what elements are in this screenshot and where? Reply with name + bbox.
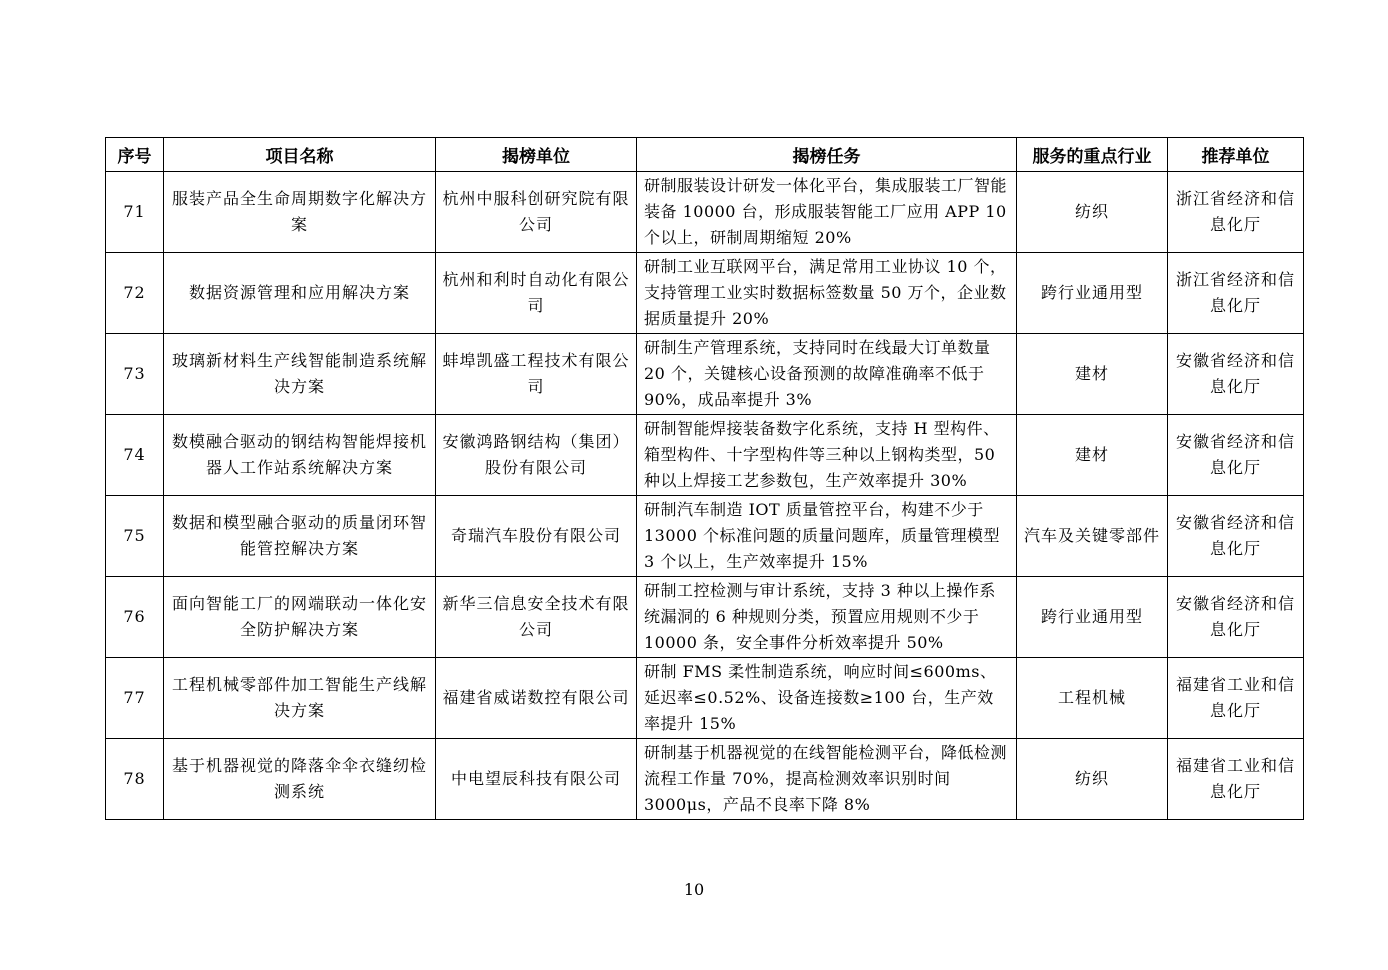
header-serial: 序号 [106, 138, 164, 172]
cell-project-name: 数据和模型融合驱动的质量闭环智能管控解决方案 [164, 496, 436, 577]
cell-industry: 跨行业通用型 [1017, 577, 1168, 658]
cell-winning-unit: 新华三信息安全技术有限公司 [436, 577, 637, 658]
cell-industry: 跨行业通用型 [1017, 253, 1168, 334]
cell-project-name: 基于机器视觉的降落伞伞衣缝纫检测系统 [164, 739, 436, 820]
cell-serial: 73 [106, 334, 164, 415]
cell-recommender: 安徽省经济和信息化厅 [1168, 334, 1304, 415]
cell-task: 研制生产管理系统，支持同时在线最大订单数量 20 个，关键核心设备预测的故障准确率不低于 90%，成品率提升 3% [637, 334, 1017, 415]
cell-task: 研制工业互联网平台，满足常用工业协议 10 个，支持管理工业实时数据标签数量 50 万个，企业数据质量提升 20% [637, 253, 1017, 334]
cell-task: 研制服装设计研发一体化平台，集成服装工厂智能装备 10000 台，形成服装智能工厂应用 APP 10 个以上，研制周期缩短 20% [637, 172, 1017, 253]
header-industry: 服务的重点行业 [1017, 138, 1168, 172]
cell-recommender: 安徽省经济和信息化厅 [1168, 496, 1304, 577]
cell-recommender: 安徽省经济和信息化厅 [1168, 577, 1304, 658]
cell-project-name: 玻璃新材料生产线智能制造系统解决方案 [164, 334, 436, 415]
cell-project-name: 数据资源管理和应用解决方案 [164, 253, 436, 334]
table-row [106, 496, 1304, 577]
table-row [106, 253, 1304, 334]
cell-industry: 纺织 [1017, 739, 1168, 820]
cell-serial: 76 [106, 577, 164, 658]
cell-task: 研制基于机器视觉的在线智能检测平台，降低检测流程工作量 70%，提高检测效率识别时间 3000μs，产品不良率下降 8% [637, 739, 1017, 820]
cell-winning-unit: 奇瑞汽车股份有限公司 [436, 496, 637, 577]
table-row [106, 658, 1304, 739]
cell-serial: 71 [106, 172, 164, 253]
cell-task: 研制 FMS 柔性制造系统，响应时间≤600ms、延迟率≤0.52%、设备连接数≥100 台，生产效率提升 15% [637, 658, 1017, 739]
cell-serial: 77 [106, 658, 164, 739]
header-winning-unit: 揭榜单位 [436, 138, 637, 172]
cell-project-name: 数模融合驱动的钢结构智能焊接机器人工作站系统解决方案 [164, 415, 436, 496]
cell-task: 研制智能焊接装备数字化系统，支持 H 型构件、箱型构件、十字型构件等三种以上钢构类型，50 种以上焊接工艺参数包，生产效率提升 30% [637, 415, 1017, 496]
cell-industry: 建材 [1017, 334, 1168, 415]
cell-project-name: 服装产品全生命周期数字化解决方案 [164, 172, 436, 253]
cell-task: 研制汽车制造 IOT 质量管控平台，构建不少于 13000 个标准问题的质量问题库，质量管理模型 3 个以上，生产效率提升 15% [637, 496, 1017, 577]
cell-winning-unit: 蚌埠凯盛工程技术有限公司 [436, 334, 637, 415]
cell-recommender: 福建省工业和信息化厅 [1168, 658, 1304, 739]
table-header-row [106, 138, 1304, 172]
cell-winning-unit: 福建省威诺数控有限公司 [436, 658, 637, 739]
cell-recommender: 浙江省经济和信息化厅 [1168, 253, 1304, 334]
cell-project-name: 面向智能工厂的网端联动一体化安全防护解决方案 [164, 577, 436, 658]
cell-recommender: 福建省工业和信息化厅 [1168, 739, 1304, 820]
cell-serial: 74 [106, 415, 164, 496]
table-row [106, 334, 1304, 415]
page-number: 10 [683, 880, 705, 899]
cell-industry: 建材 [1017, 415, 1168, 496]
cell-industry: 工程机械 [1017, 658, 1168, 739]
cell-project-name: 工程机械零部件加工智能生产线解决方案 [164, 658, 436, 739]
cell-winning-unit: 安徽鸿路钢结构（集团）股份有限公司 [436, 415, 637, 496]
cell-serial: 75 [106, 496, 164, 577]
cell-task: 研制工控检测与审计系统，支持 3 种以上操作系统漏洞的 6 种规则分类，预置应用规则不少于 10000 条，安全事件分析效率提升 50% [637, 577, 1017, 658]
cell-serial: 78 [106, 739, 164, 820]
header-recommender: 推荐单位 [1168, 138, 1304, 172]
header-project-name: 项目名称 [164, 138, 436, 172]
cell-serial: 72 [106, 253, 164, 334]
project-table [105, 137, 1304, 820]
cell-recommender: 浙江省经济和信息化厅 [1168, 172, 1304, 253]
cell-recommender: 安徽省经济和信息化厅 [1168, 415, 1304, 496]
table-row [106, 577, 1304, 658]
cell-winning-unit: 杭州和利时自动化有限公司 [436, 253, 637, 334]
table-row [106, 739, 1304, 820]
table-row [106, 415, 1304, 496]
table-row [106, 172, 1304, 253]
cell-winning-unit: 杭州中服科创研究院有限公司 [436, 172, 637, 253]
cell-industry: 汽车及关键零部件 [1017, 496, 1168, 577]
cell-winning-unit: 中电望辰科技有限公司 [436, 739, 637, 820]
cell-industry: 纺织 [1017, 172, 1168, 253]
header-task: 揭榜任务 [637, 138, 1017, 172]
